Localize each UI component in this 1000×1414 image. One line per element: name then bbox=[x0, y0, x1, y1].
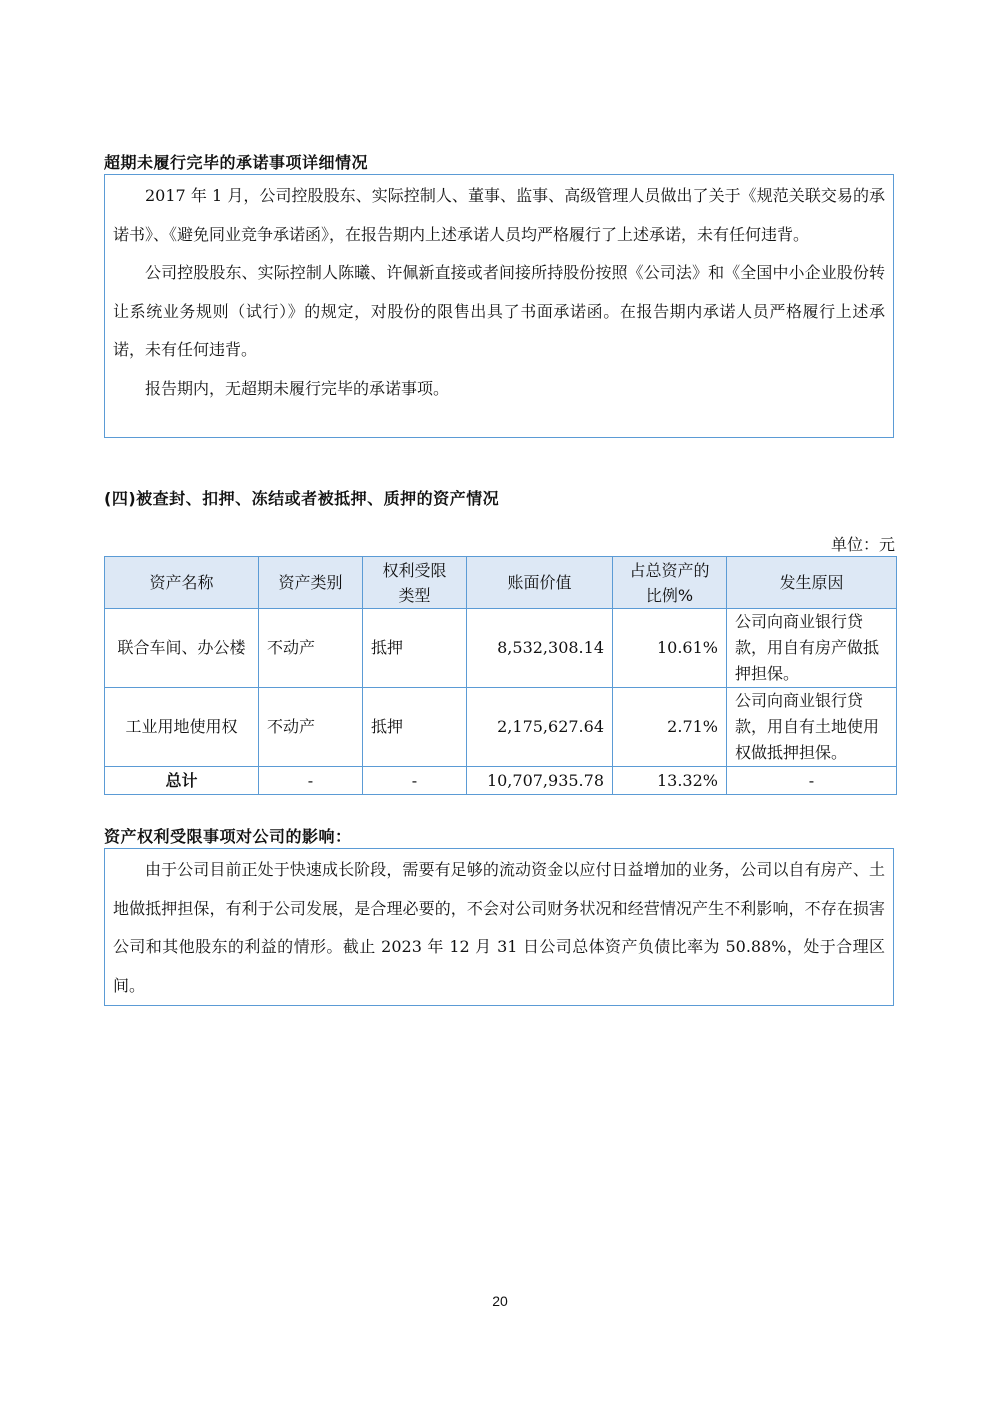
column-header bbox=[613, 557, 727, 609]
total-restriction-cell: - bbox=[363, 767, 467, 795]
total-reason-cell: - bbox=[727, 767, 897, 795]
commitment-paragraph: 报告期内，无超期未履行完毕的承诺事项。 bbox=[145, 378, 450, 398]
asset-name-cell: 工业用地使用权 bbox=[105, 688, 259, 767]
table-total-row bbox=[105, 767, 897, 795]
column-header-text: 占总资产的比例% bbox=[629, 560, 710, 605]
restriction-type-cell: 抵押 bbox=[363, 688, 467, 767]
ratio-cell: 2.71% bbox=[613, 688, 727, 767]
asset-category-cell: 不动产 bbox=[259, 688, 363, 767]
column-header bbox=[363, 557, 467, 609]
overdue-commitments-box bbox=[104, 174, 894, 438]
table-row bbox=[105, 688, 897, 767]
table-header-row bbox=[105, 557, 897, 609]
asset-name-cell: 联合车间、办公楼 bbox=[105, 609, 259, 688]
column-header: 发生原因 bbox=[727, 557, 897, 609]
ratio-cell: 10.61% bbox=[613, 609, 727, 688]
restriction-type-cell: 抵押 bbox=[363, 609, 467, 688]
column-header-text: 权利受限类型 bbox=[382, 560, 447, 605]
section-heading-restricted-assets: (四)被查封、扣押、冻结或者被抵押、质押的资产情况 bbox=[104, 489, 500, 508]
reason-cell: 公司向商业银行贷款，用自有土地使用权做抵押担保。 bbox=[727, 688, 897, 767]
page-number: 20 bbox=[492, 1293, 508, 1309]
book-value-cell: 2,175,627.64 bbox=[467, 688, 613, 767]
column-header: 账面价值 bbox=[467, 557, 613, 609]
asset-category-cell: 不动产 bbox=[259, 609, 363, 688]
reason-cell: 公司向商业银行贷款，用自有房产做抵押担保。 bbox=[727, 609, 897, 688]
section-heading-impact: 资产权利受限事项对公司的影响： bbox=[104, 827, 352, 846]
impact-box bbox=[104, 848, 894, 1006]
restricted-assets-table bbox=[104, 556, 897, 795]
section-heading-overdue-commitments: 超期未履行完毕的承诺事项详细情况 bbox=[104, 153, 369, 172]
total-category-cell: - bbox=[259, 767, 363, 795]
book-value-cell: 8,532,308.14 bbox=[467, 609, 613, 688]
column-header: 资产名称 bbox=[105, 557, 259, 609]
unit-label: 单位：元 bbox=[830, 535, 895, 554]
column-header: 资产类别 bbox=[259, 557, 363, 609]
total-ratio-cell: 13.32% bbox=[613, 767, 727, 795]
total-book-value-cell: 10,707,935.78 bbox=[467, 767, 613, 795]
total-label-cell: 总计 bbox=[105, 767, 259, 795]
table-row bbox=[105, 609, 897, 688]
impact-paragraph: 由于公司目前正处于快速成长阶段，需要有足够的流动资金以应付日益增加的业务，公司以自有房产、土地做抵押担保，有利于公司发展，是合理必要的，不会对公司财务状况和经营情况产生不利影响，不存在损害公司和其他股东的利益的情形。截止 2023 年 12 月 31 日公司总体资产负债比率为 50.88%，处于合理区间。 bbox=[113, 860, 885, 995]
commitment-paragraph: 公司控股股东、实际控制人陈曦、许佩新直接或者间接所持股份按照《公司法》和《全国中小企业股份转让系统业务规则（试行）》的规定，对股份的限售出具了书面承诺函。在报告期内承诺人员严格履行上述承诺，未有任何违背。 bbox=[113, 263, 885, 359]
commitment-paragraph: 2017 年 1 月，公司控股股东、实际控制人、董事、监事、高级管理人员做出了关于《规范关联交易的承诺书》、《避免同业竞争承诺函》，在报告期内上述承诺人员均严格履行了上述承诺，未有任何违背。 bbox=[113, 186, 885, 244]
